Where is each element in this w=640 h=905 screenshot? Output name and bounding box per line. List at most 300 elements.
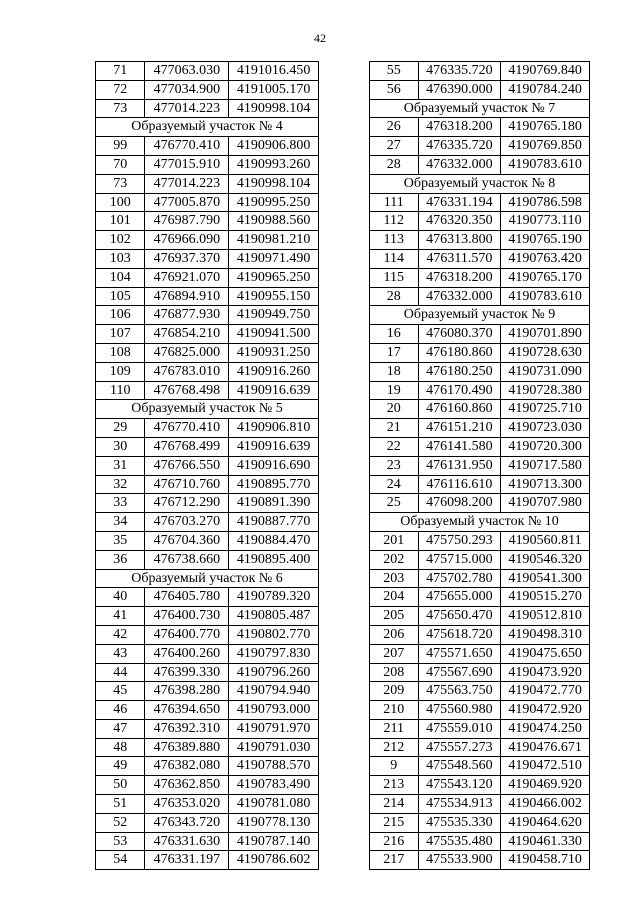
y-coordinate: 4190786.598	[501, 193, 590, 212]
table-row	[96, 231, 319, 250]
point-number: 16	[370, 325, 419, 344]
y-coordinate: 4190466.002	[501, 795, 590, 814]
table-row	[96, 475, 319, 494]
point-number: 28	[370, 155, 419, 174]
x-coordinate: 476921.070	[145, 268, 229, 287]
y-coordinate: 4190472.770	[501, 682, 590, 701]
point-number: 202	[370, 550, 419, 569]
table-row	[96, 174, 319, 193]
y-coordinate: 4190791.030	[229, 738, 319, 757]
y-coordinate: 4190476.671	[501, 738, 590, 757]
y-coordinate: 4190793.000	[229, 701, 319, 720]
y-coordinate: 4190475.650	[501, 644, 590, 663]
point-number: 19	[370, 381, 419, 400]
section-title: Образуемый участок № 10	[370, 513, 590, 532]
y-coordinate: 4190998.104	[229, 99, 319, 118]
y-coordinate: 4190787.140	[229, 832, 319, 851]
x-coordinate: 476318.200	[418, 268, 501, 287]
x-coordinate: 476116.610	[418, 475, 501, 494]
table-row	[370, 776, 590, 795]
point-number: 73	[96, 99, 145, 118]
point-number: 73	[96, 174, 145, 193]
y-coordinate: 4190955.150	[229, 287, 319, 306]
x-coordinate: 476877.930	[145, 306, 229, 325]
y-coordinate: 4190781.080	[229, 795, 319, 814]
section-title: Образуемый участок № 9	[370, 306, 590, 325]
x-coordinate: 476320.350	[418, 212, 501, 231]
point-number: 48	[96, 738, 145, 757]
table-row	[96, 644, 319, 663]
x-coordinate: 476768.499	[145, 437, 229, 456]
point-number: 55	[370, 62, 419, 81]
x-coordinate: 476318.200	[418, 118, 501, 137]
point-number: 209	[370, 682, 419, 701]
y-coordinate: 4190805.487	[229, 607, 319, 626]
point-number: 32	[96, 475, 145, 494]
table-row	[370, 813, 590, 832]
table-row	[370, 212, 590, 231]
x-coordinate: 476710.760	[145, 475, 229, 494]
table-row	[96, 80, 319, 99]
y-coordinate: 4190707.980	[501, 494, 590, 513]
section-header-row	[370, 306, 590, 325]
y-coordinate: 4190765.180	[501, 118, 590, 137]
table-row	[96, 212, 319, 231]
point-number: 206	[370, 625, 419, 644]
table-row	[96, 588, 319, 607]
table-row	[370, 231, 590, 250]
y-coordinate: 4190941.500	[229, 325, 319, 344]
table-row	[96, 287, 319, 306]
point-number: 33	[96, 494, 145, 513]
x-coordinate: 476854.210	[145, 325, 229, 344]
y-coordinate: 4190981.210	[229, 231, 319, 250]
table-row	[96, 776, 319, 795]
point-number: 107	[96, 325, 145, 344]
x-coordinate: 477015.910	[145, 155, 229, 174]
x-coordinate: 476394.650	[145, 701, 229, 720]
table-row	[96, 99, 319, 118]
y-coordinate: 4190786.602	[229, 851, 319, 870]
point-number: 25	[370, 494, 419, 513]
x-coordinate: 476766.550	[145, 456, 229, 475]
section-title: Образуемый участок № 8	[370, 174, 590, 193]
x-coordinate: 475650.470	[418, 607, 501, 626]
y-coordinate: 4190916.260	[229, 362, 319, 381]
y-coordinate: 4190769.850	[501, 137, 590, 156]
y-coordinate: 4191016.450	[229, 62, 319, 81]
x-coordinate: 476825.000	[145, 343, 229, 362]
x-coordinate: 476160.860	[418, 400, 501, 419]
table-row	[370, 475, 590, 494]
table-row	[370, 80, 590, 99]
table-row	[96, 306, 319, 325]
x-coordinate: 476768.498	[145, 381, 229, 400]
table-row	[370, 531, 590, 550]
x-coordinate: 476937.370	[145, 249, 229, 268]
y-coordinate: 4190784.240	[501, 80, 590, 99]
table-row	[370, 701, 590, 720]
x-coordinate: 475655.000	[418, 588, 501, 607]
x-coordinate: 475702.780	[418, 569, 501, 588]
table-row	[96, 325, 319, 344]
x-coordinate: 476738.660	[145, 550, 229, 569]
point-number: 114	[370, 249, 419, 268]
point-number: 44	[96, 663, 145, 682]
point-number: 29	[96, 419, 145, 438]
y-coordinate: 4190995.250	[229, 193, 319, 212]
table-row	[96, 437, 319, 456]
point-number: 40	[96, 588, 145, 607]
x-coordinate: 475543.120	[418, 776, 501, 795]
table-row	[96, 513, 319, 532]
y-coordinate: 4190789.320	[229, 588, 319, 607]
point-number: 216	[370, 832, 419, 851]
table-row	[370, 419, 590, 438]
x-coordinate: 477005.870	[145, 193, 229, 212]
table-row	[370, 757, 590, 776]
x-coordinate: 475548.560	[418, 757, 501, 776]
x-coordinate: 476392.310	[145, 719, 229, 738]
x-coordinate: 476332.000	[418, 155, 501, 174]
table-row	[96, 456, 319, 475]
x-coordinate: 476313.800	[418, 231, 501, 250]
table-row	[96, 813, 319, 832]
table-row	[96, 343, 319, 362]
table-row	[96, 137, 319, 156]
table-row	[96, 851, 319, 870]
y-coordinate: 4190472.920	[501, 701, 590, 720]
x-coordinate: 476966.090	[145, 231, 229, 250]
x-coordinate: 475750.293	[418, 531, 501, 550]
point-number: 105	[96, 287, 145, 306]
point-number: 101	[96, 212, 145, 231]
x-coordinate: 475567.690	[418, 663, 501, 682]
x-coordinate: 476141.580	[418, 437, 501, 456]
table-row	[370, 719, 590, 738]
section-header-row	[370, 174, 590, 193]
y-coordinate: 4190560.811	[501, 531, 590, 550]
section-title: Образуемый участок № 5	[96, 400, 319, 419]
table-row	[370, 851, 590, 870]
table-row	[370, 381, 590, 400]
point-number: 47	[96, 719, 145, 738]
x-coordinate: 476335.720	[418, 137, 501, 156]
table-row	[96, 193, 319, 212]
point-number: 45	[96, 682, 145, 701]
point-number: 26	[370, 118, 419, 137]
y-coordinate: 4190546.320	[501, 550, 590, 569]
point-number: 111	[370, 193, 419, 212]
point-number: 104	[96, 268, 145, 287]
point-number: 102	[96, 231, 145, 250]
point-number: 43	[96, 644, 145, 663]
x-coordinate: 476894.910	[145, 287, 229, 306]
point-number: 113	[370, 231, 419, 250]
table-row	[96, 419, 319, 438]
y-coordinate: 4190916.690	[229, 456, 319, 475]
table-row	[370, 249, 590, 268]
point-number: 30	[96, 437, 145, 456]
table-row	[370, 362, 590, 381]
x-coordinate: 476400.260	[145, 644, 229, 663]
y-coordinate: 4190783.610	[501, 287, 590, 306]
x-coordinate: 475560.980	[418, 701, 501, 720]
section-header-row	[96, 569, 319, 588]
point-number: 70	[96, 155, 145, 174]
table-row	[96, 550, 319, 569]
point-number: 203	[370, 569, 419, 588]
point-number: 18	[370, 362, 419, 381]
table-row	[370, 400, 590, 419]
y-coordinate: 4190802.770	[229, 625, 319, 644]
y-coordinate: 4190794.940	[229, 682, 319, 701]
coordinates-table-left	[95, 61, 319, 870]
section-header-row	[96, 118, 319, 137]
point-number: 42	[96, 625, 145, 644]
point-number: 53	[96, 832, 145, 851]
point-number: 106	[96, 306, 145, 325]
x-coordinate: 476703.270	[145, 513, 229, 532]
point-number: 210	[370, 701, 419, 720]
table-row	[370, 437, 590, 456]
point-number: 108	[96, 343, 145, 362]
point-number: 211	[370, 719, 419, 738]
x-coordinate: 476131.950	[418, 456, 501, 475]
table-row	[370, 137, 590, 156]
table-row	[370, 832, 590, 851]
x-coordinate: 475559.010	[418, 719, 501, 738]
x-coordinate: 476180.250	[418, 362, 501, 381]
y-coordinate: 4190783.490	[229, 776, 319, 795]
table-row	[96, 607, 319, 626]
y-coordinate: 4190498.310	[501, 625, 590, 644]
y-coordinate: 4190469.920	[501, 776, 590, 795]
table-row	[370, 268, 590, 287]
y-coordinate: 4190949.750	[229, 306, 319, 325]
table-row	[96, 738, 319, 757]
y-coordinate: 4190895.770	[229, 475, 319, 494]
table-row	[96, 362, 319, 381]
x-coordinate: 476405.780	[145, 588, 229, 607]
table-row	[96, 155, 319, 174]
point-number: 112	[370, 212, 419, 231]
x-coordinate: 475571.650	[418, 644, 501, 663]
x-coordinate: 476080.370	[418, 325, 501, 344]
point-number: 71	[96, 62, 145, 81]
x-coordinate: 476987.790	[145, 212, 229, 231]
y-coordinate: 4190988.560	[229, 212, 319, 231]
section-title: Образуемый участок № 7	[370, 99, 590, 118]
point-number: 103	[96, 249, 145, 268]
x-coordinate: 476704.360	[145, 531, 229, 550]
table-row	[370, 682, 590, 701]
point-number: 36	[96, 550, 145, 569]
table-row	[96, 494, 319, 513]
table-row	[96, 249, 319, 268]
table-row	[370, 118, 590, 137]
section-header-row	[370, 99, 590, 118]
y-coordinate: 4190788.570	[229, 757, 319, 776]
x-coordinate: 476770.410	[145, 419, 229, 438]
point-number: 35	[96, 531, 145, 550]
x-coordinate: 476098.200	[418, 494, 501, 513]
y-coordinate: 4190725.710	[501, 400, 590, 419]
point-number: 52	[96, 813, 145, 832]
y-coordinate: 4190895.400	[229, 550, 319, 569]
point-number: 51	[96, 795, 145, 814]
table-row	[96, 62, 319, 81]
x-coordinate: 476180.860	[418, 343, 501, 362]
y-coordinate: 4190796.260	[229, 663, 319, 682]
coordinates-table-right	[369, 61, 590, 870]
x-coordinate: 475535.330	[418, 813, 501, 832]
x-coordinate: 476382.080	[145, 757, 229, 776]
x-coordinate: 475563.750	[418, 682, 501, 701]
table-row	[96, 701, 319, 720]
y-coordinate: 4190931.250	[229, 343, 319, 362]
x-coordinate: 476398.280	[145, 682, 229, 701]
table-row	[370, 663, 590, 682]
table-row	[370, 795, 590, 814]
table-row	[96, 663, 319, 682]
point-number: 24	[370, 475, 419, 494]
table-row	[370, 625, 590, 644]
x-coordinate: 476389.880	[145, 738, 229, 757]
y-coordinate: 4190541.300	[501, 569, 590, 588]
x-coordinate: 475535.480	[418, 832, 501, 851]
x-coordinate: 476770.410	[145, 137, 229, 156]
x-coordinate: 476390.000	[418, 80, 501, 99]
point-number: 31	[96, 456, 145, 475]
y-coordinate: 4190713.300	[501, 475, 590, 494]
table-row	[96, 757, 319, 776]
point-number: 27	[370, 137, 419, 156]
point-number: 34	[96, 513, 145, 532]
y-coordinate: 4190884.470	[229, 531, 319, 550]
table-row	[370, 569, 590, 588]
x-coordinate: 476311.570	[418, 249, 501, 268]
y-coordinate: 4190769.840	[501, 62, 590, 81]
table-row	[96, 268, 319, 287]
y-coordinate: 4190916.639	[229, 381, 319, 400]
point-number: 20	[370, 400, 419, 419]
table-row	[96, 719, 319, 738]
y-coordinate: 4190728.630	[501, 343, 590, 362]
table-row	[370, 193, 590, 212]
point-number: 208	[370, 663, 419, 682]
point-number: 217	[370, 851, 419, 870]
y-coordinate: 4190458.710	[501, 851, 590, 870]
point-number: 212	[370, 738, 419, 757]
point-number: 28	[370, 287, 419, 306]
section-title: Образуемый участок № 6	[96, 569, 319, 588]
x-coordinate: 476400.730	[145, 607, 229, 626]
y-coordinate: 4190797.830	[229, 644, 319, 663]
point-number: 201	[370, 531, 419, 550]
y-coordinate: 4190998.104	[229, 174, 319, 193]
x-coordinate: 476712.290	[145, 494, 229, 513]
x-coordinate: 477014.223	[145, 174, 229, 193]
point-number: 100	[96, 193, 145, 212]
y-coordinate: 4190906.810	[229, 419, 319, 438]
y-coordinate: 4190723.030	[501, 419, 590, 438]
table-row	[370, 325, 590, 344]
point-number: 205	[370, 607, 419, 626]
point-number: 54	[96, 851, 145, 870]
point-number: 21	[370, 419, 419, 438]
table-row	[370, 644, 590, 663]
point-number: 9	[370, 757, 419, 776]
point-number: 213	[370, 776, 419, 795]
point-number: 17	[370, 343, 419, 362]
table-row	[370, 550, 590, 569]
y-coordinate: 4190464.620	[501, 813, 590, 832]
y-coordinate: 4190473.920	[501, 663, 590, 682]
y-coordinate: 4190765.190	[501, 231, 590, 250]
x-coordinate: 476399.330	[145, 663, 229, 682]
y-coordinate: 4190971.490	[229, 249, 319, 268]
point-number: 46	[96, 701, 145, 720]
x-coordinate: 475618.720	[418, 625, 501, 644]
y-coordinate: 4190731.090	[501, 362, 590, 381]
x-coordinate: 475557.273	[418, 738, 501, 757]
x-coordinate: 476331.630	[145, 832, 229, 851]
x-coordinate: 476151.210	[418, 419, 501, 438]
x-coordinate: 476343.720	[145, 813, 229, 832]
x-coordinate: 476353.020	[145, 795, 229, 814]
point-number: 110	[96, 381, 145, 400]
x-coordinate: 476335.720	[418, 62, 501, 81]
point-number: 72	[96, 80, 145, 99]
y-coordinate: 4190891.390	[229, 494, 319, 513]
point-number: 99	[96, 137, 145, 156]
y-coordinate: 4190765.170	[501, 268, 590, 287]
y-coordinate: 4190472.510	[501, 757, 590, 776]
y-coordinate: 4190512.810	[501, 607, 590, 626]
table-row	[370, 62, 590, 81]
point-number: 56	[370, 80, 419, 99]
y-coordinate: 4190778.130	[229, 813, 319, 832]
table-row	[370, 738, 590, 757]
x-coordinate: 475534.913	[418, 795, 501, 814]
x-coordinate: 477034.900	[145, 80, 229, 99]
table-row	[370, 287, 590, 306]
point-number: 49	[96, 757, 145, 776]
table-row	[370, 607, 590, 626]
y-coordinate: 4190906.800	[229, 137, 319, 156]
x-coordinate: 476400.770	[145, 625, 229, 644]
y-coordinate: 4190717.580	[501, 456, 590, 475]
table-row	[96, 625, 319, 644]
point-number: 215	[370, 813, 419, 832]
point-number: 41	[96, 607, 145, 626]
table-row	[370, 343, 590, 362]
x-coordinate: 476331.194	[418, 193, 501, 212]
x-coordinate: 475715.000	[418, 550, 501, 569]
x-coordinate: 475533.900	[418, 851, 501, 870]
table-row	[96, 832, 319, 851]
point-number: 204	[370, 588, 419, 607]
section-header-row	[370, 513, 590, 532]
point-number: 22	[370, 437, 419, 456]
table-row	[370, 155, 590, 174]
y-coordinate: 4190783.610	[501, 155, 590, 174]
point-number: 207	[370, 644, 419, 663]
page-number: 42	[314, 31, 326, 45]
y-coordinate: 4190965.250	[229, 268, 319, 287]
x-coordinate: 476362.850	[145, 776, 229, 795]
